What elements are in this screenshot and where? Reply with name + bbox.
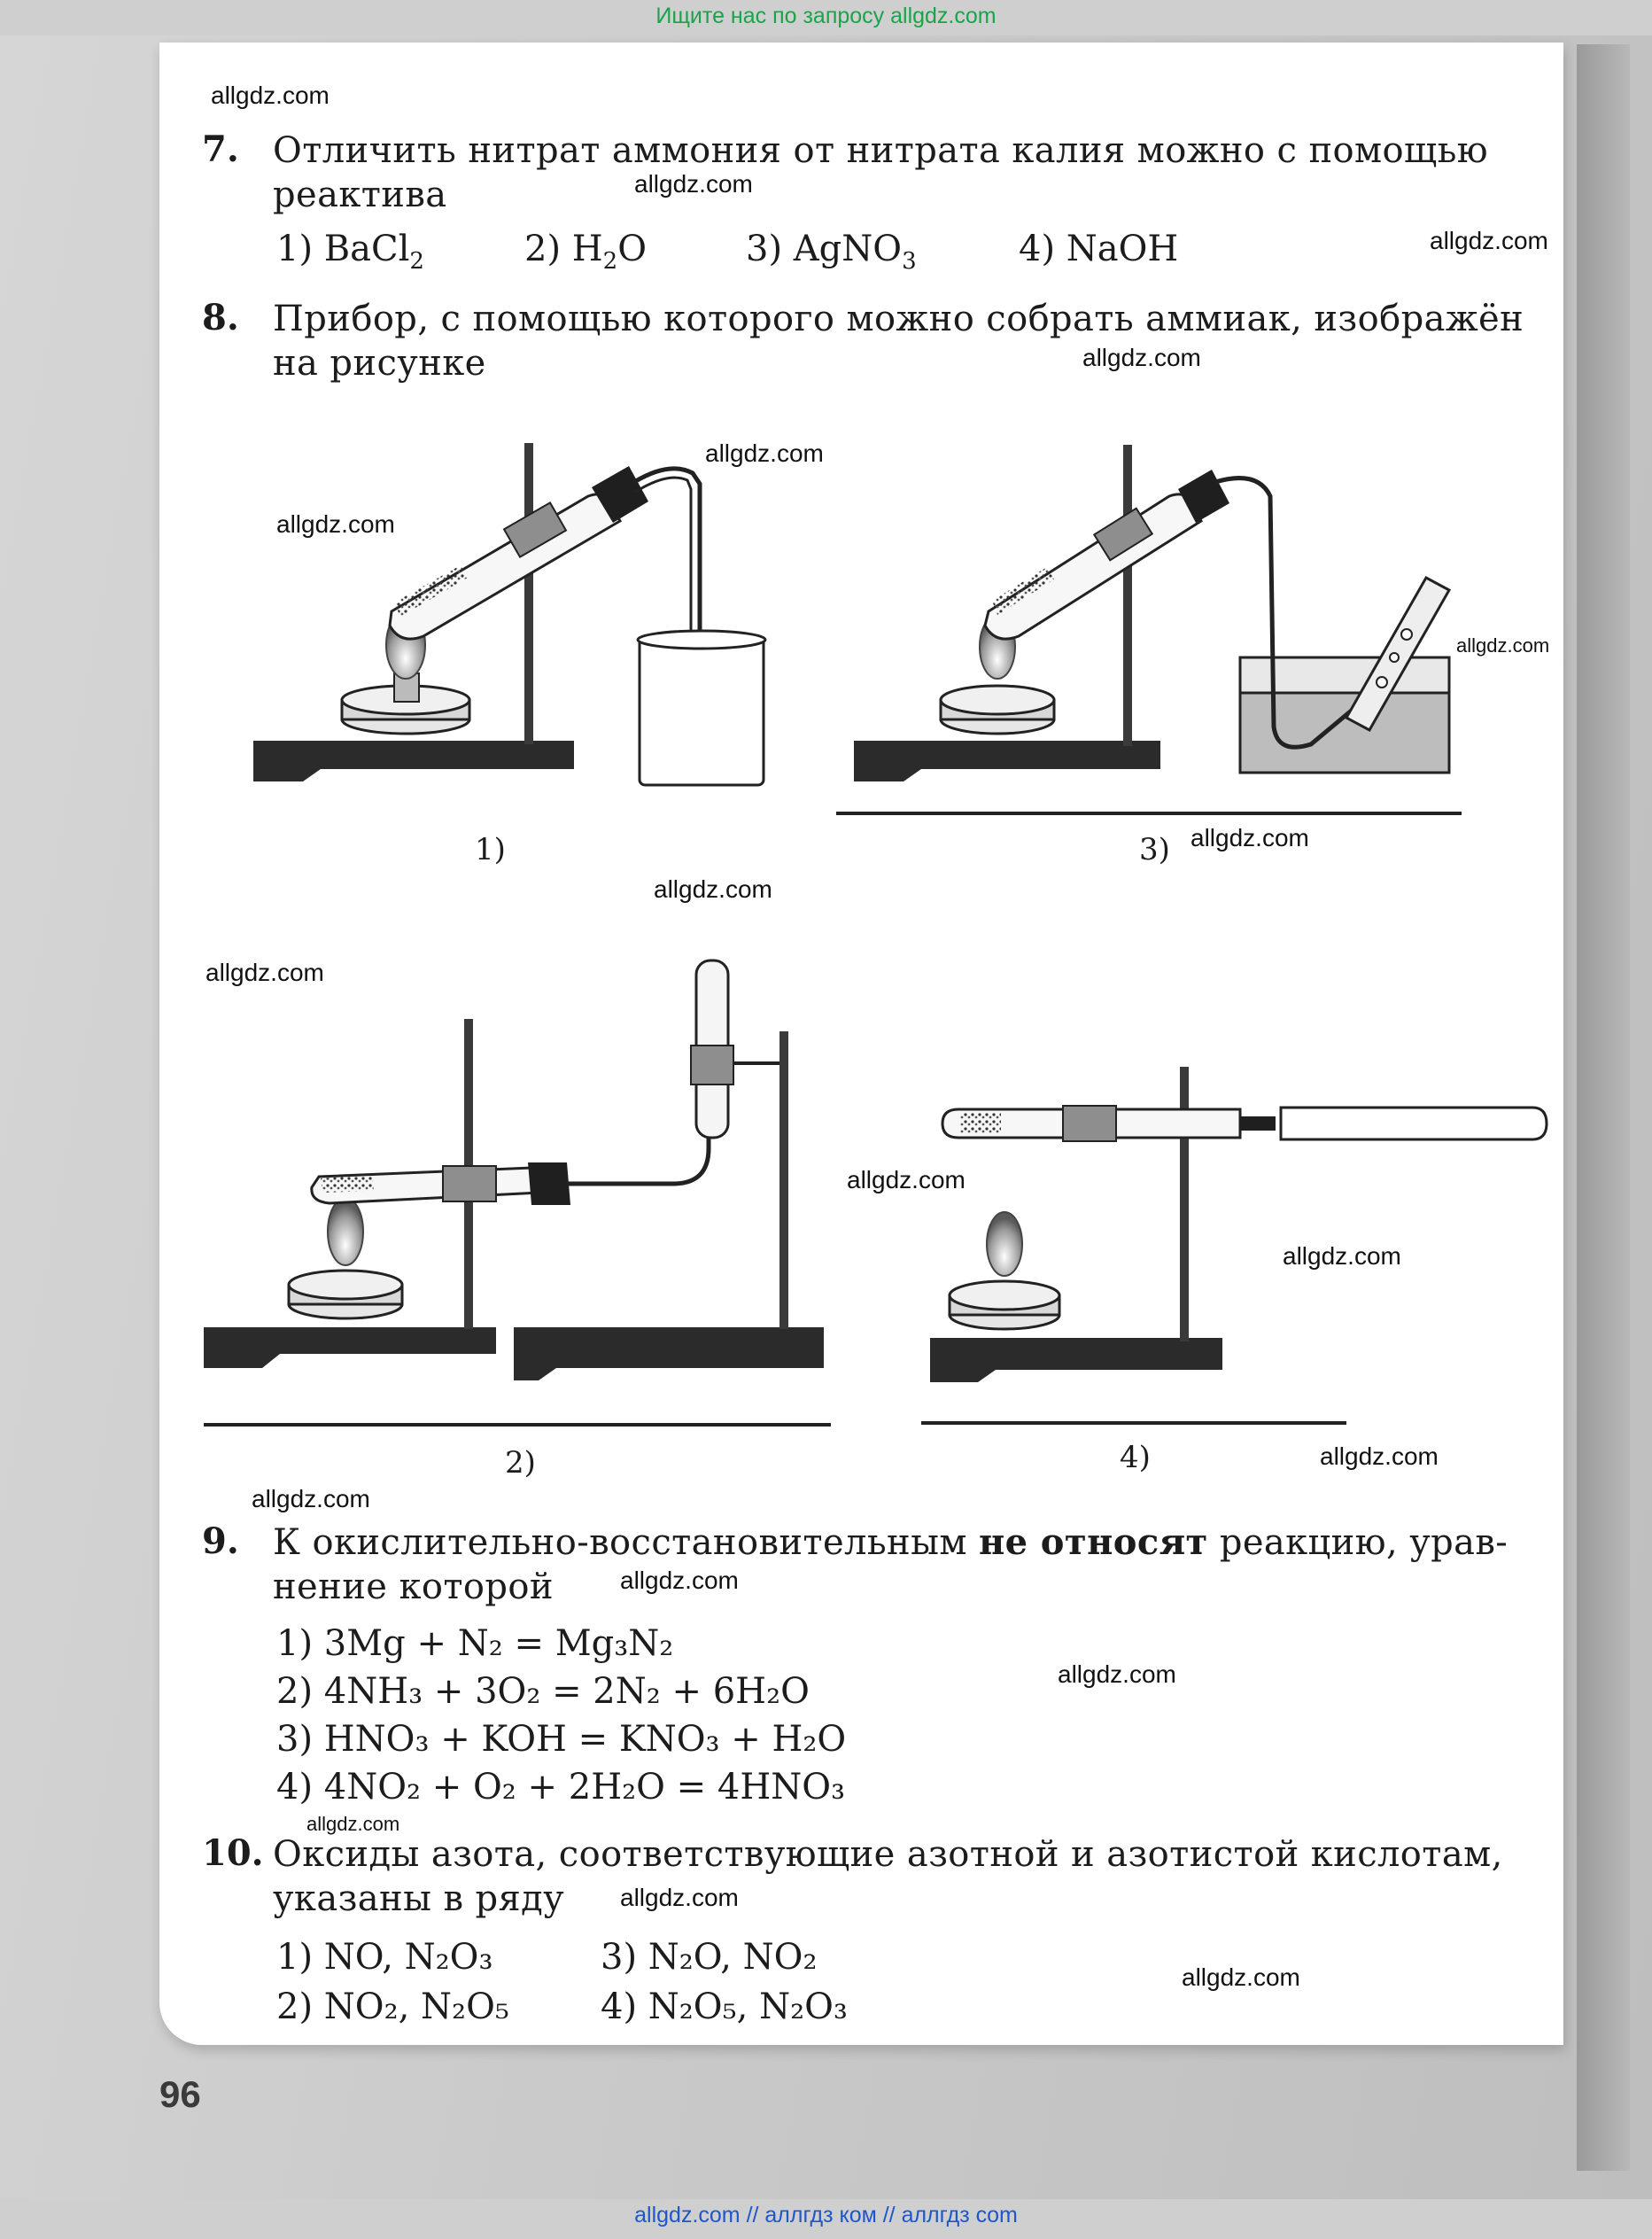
watermark: allgdz.com (847, 1166, 966, 1193)
watermark: allgdz.com (306, 1813, 400, 1835)
question-10-number: 10. (202, 1832, 264, 1874)
watermark: allgdz.com (1456, 634, 1550, 657)
watermark: allgdz.com (634, 170, 753, 198)
q9-option-3[interactable]: 3) HNO₃ + KOH = KNO₃ + H₂O (276, 1719, 847, 1760)
figure-2-label: 2) (505, 1445, 536, 1481)
question-8-number: 8. (202, 297, 239, 338)
q10-option-3[interactable]: 3) N₂O, NO₂ (601, 1937, 818, 1978)
question-8-text-line2: на рисунке (273, 343, 486, 384)
question-10-text: Оксиды азота, соответствующие азотной и азотистой кислотам, (273, 1834, 1503, 1875)
question-9-number: 9. (202, 1520, 239, 1562)
page-number: 96 (159, 2073, 201, 2115)
q7-option-4[interactable]: 4) NaOH (1019, 229, 1179, 269)
watermark: allgdz.com (211, 82, 330, 109)
q10-option-2[interactable]: 2) NO₂, N₂O₅ (276, 1986, 509, 2027)
q7-option-3[interactable]: 3) AgNO$_3$ (746, 229, 917, 275)
figure-1-label: 1) (475, 832, 506, 867)
watermark: allgdz.com (705, 439, 824, 467)
q10-option-1[interactable]: 1) NO, N₂O₃ (276, 1937, 493, 1978)
watermark: allgdz.com (1058, 1660, 1176, 1688)
question-9-text: К окислительно-восстановительным не относят реакцию, урав- (273, 1521, 1509, 1563)
question-9-text-line2: нение которой (273, 1567, 554, 1607)
watermark: allgdz.com (276, 510, 395, 538)
apparatus-4 (921, 1067, 1547, 1423)
watermark: allgdz.com (1430, 227, 1548, 254)
watermark: allgdz.com (620, 1567, 739, 1594)
question-7-text: Отличить нитрат аммония от нитрата калия можно с помощью (273, 130, 1488, 171)
q9-option-1[interactable]: 1) 3Mg + N₂ = Mg₃N₂ (276, 1623, 674, 1664)
question-10-text-line2: указаны в ряду (273, 1878, 565, 1919)
question-7-number: 7. (202, 128, 239, 170)
apparatus-3 (836, 445, 1462, 813)
figure-4-label: 4) (1120, 1440, 1151, 1475)
q7-option-1[interactable]: 1) BaCl$_2$ (276, 229, 424, 275)
watermark: allgdz.com (1191, 824, 1309, 851)
q7-option-2[interactable]: 2) $H_2O$ (524, 229, 648, 275)
watermark: allgdz.com (252, 1485, 370, 1512)
watermark: allgdz.com (206, 959, 324, 986)
watermark: allgdz.com (1283, 1242, 1401, 1270)
watermark: allgdz.com (1182, 1963, 1300, 1991)
q10-option-4[interactable]: 4) N₂O₅, N₂O₃ (601, 1986, 848, 2027)
apparatus-1 (253, 443, 765, 785)
top-banner[interactable]: Ищите нас по запросу allgdz.com (655, 4, 997, 28)
q9-option-2[interactable]: 2) 4NH₃ + 3O₂ = 2N₂ + 6H₂O (276, 1671, 810, 1712)
watermark: allgdz.com (1082, 344, 1201, 371)
figure-3-label: 3) (1139, 832, 1170, 867)
watermark: allgdz.com (654, 875, 772, 903)
q9-option-4[interactable]: 4) 4NO₂ + O₂ + 2H₂O = 4HNO₃ (276, 1767, 846, 1808)
question-8-text: Прибор, с помощью которого можно собрать аммиак, изображён (273, 299, 1524, 339)
question-7-text-line2: реактива (273, 175, 447, 215)
apparatus-2 (204, 960, 831, 1425)
watermark: allgdz.com (1320, 1442, 1439, 1470)
watermark: allgdz.com (620, 1884, 739, 1911)
bottom-banner[interactable]: allgdz.com // аллгдз ком // аллгдз com (634, 2203, 1018, 2227)
